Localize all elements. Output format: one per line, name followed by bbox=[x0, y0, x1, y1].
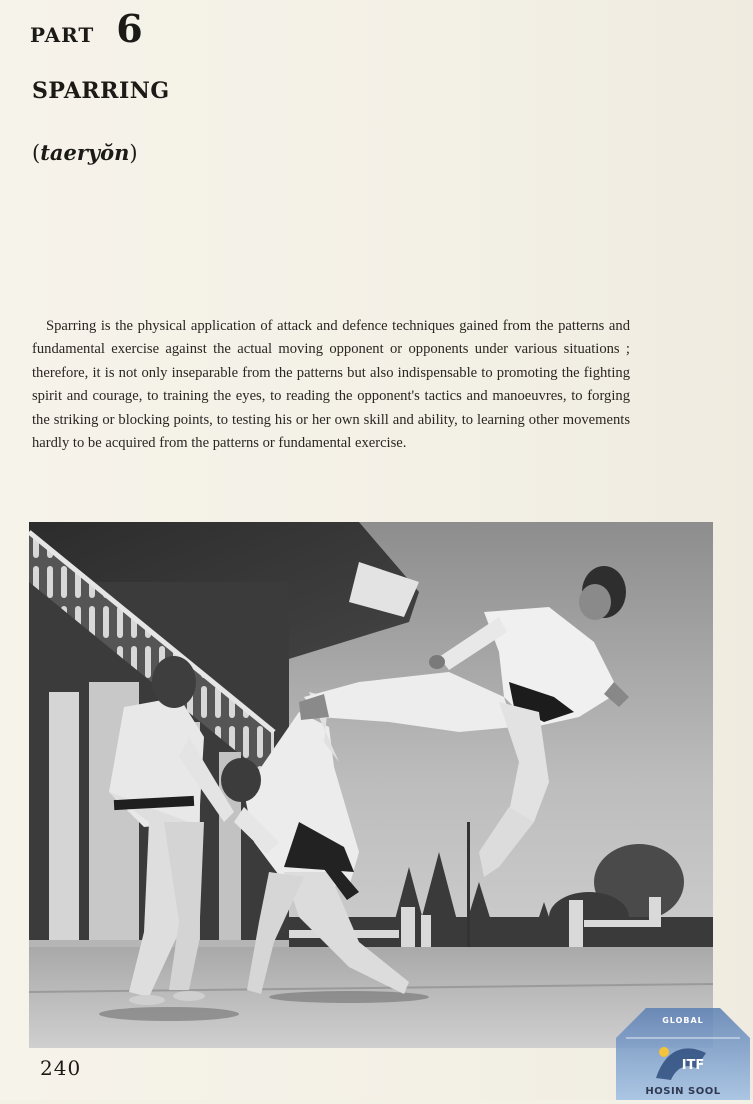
watermark-itf-text: ITF bbox=[681, 1058, 705, 1073]
subtitle-korean-term: taeryŏn bbox=[40, 140, 130, 165]
page-number: 240 bbox=[40, 1056, 82, 1080]
body-paragraph: Sparring is the physical application of attack and defence techniques gained from the patterns and fundamental exercise against the actual moving opponent or opponents under various situations ; therefore, it is not only inseparable from the patterns but also indispensable to promoting the fighting spirit and courage, to training the eyes, to reading the opponent's tactics and manoeuvres, to forging the striking or blocking points, to testing his or her own skill and ability, to learning other movements hardly to be acquired from the patterns or fundamental exercise. bbox=[32, 317, 630, 452]
watermark-bottom-text: HOSIN SOOL bbox=[645, 1086, 721, 1097]
section-title: SPARRING bbox=[32, 78, 170, 104]
part-heading bbox=[30, 6, 143, 51]
subtitle-open-paren: ( bbox=[32, 141, 41, 165]
section-subtitle bbox=[32, 140, 138, 165]
subtitle-close-paren: ) bbox=[129, 141, 138, 165]
hosin-sool-watermark bbox=[616, 1008, 750, 1100]
part-label: PART bbox=[30, 23, 95, 47]
part-number: 6 bbox=[116, 6, 143, 51]
sparring-photo bbox=[29, 522, 713, 1048]
watermark-top-text: GLOBAL bbox=[662, 1016, 704, 1025]
